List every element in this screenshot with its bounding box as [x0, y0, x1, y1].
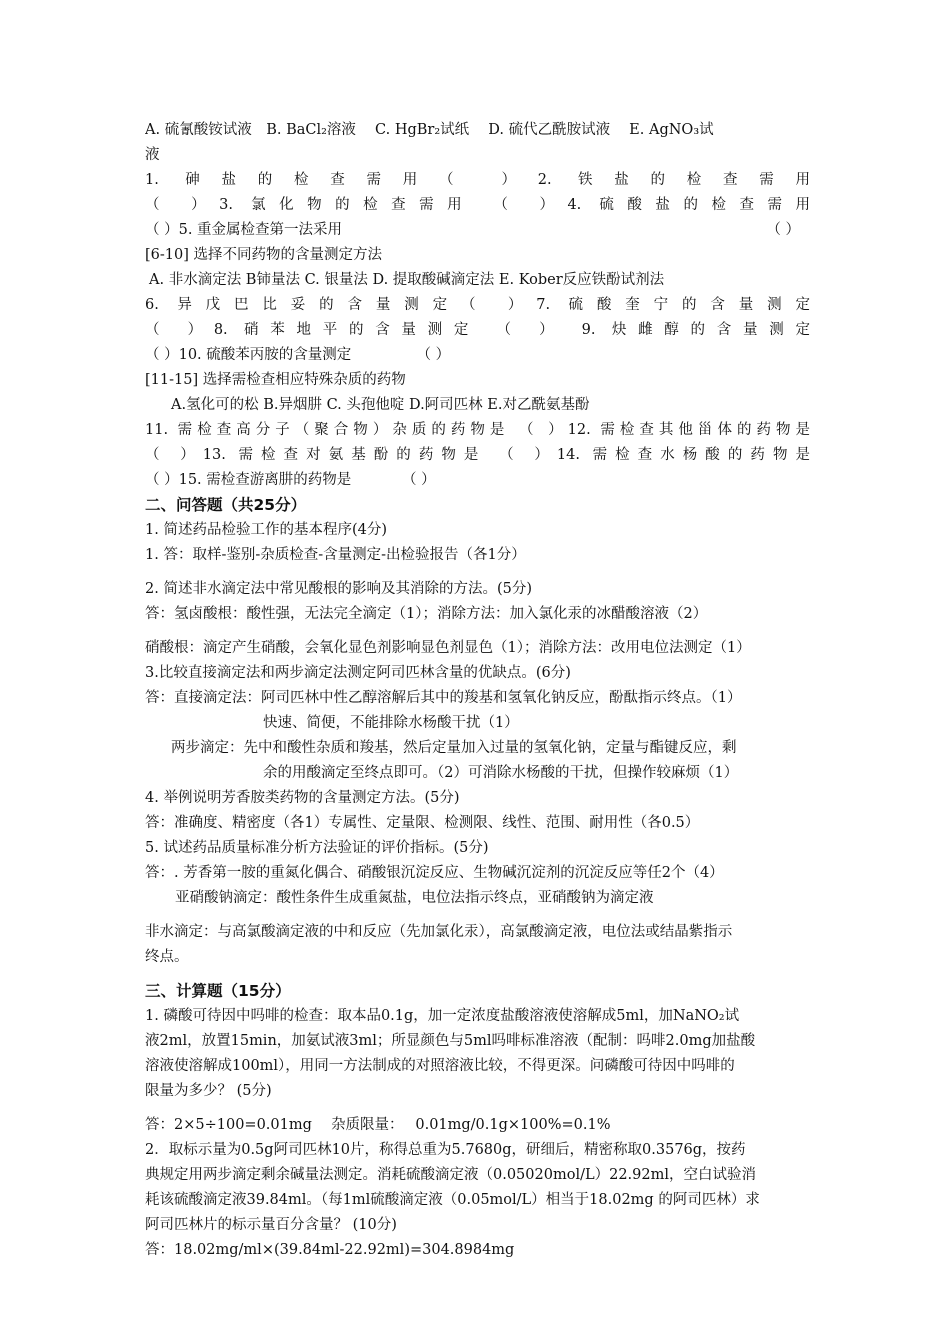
q1-5-line-3-paren: （ ）	[766, 222, 800, 238]
q1-5-line-1: 1. 砷盐的检查需用（ ）2. 铁盐的检查需用	[145, 172, 810, 188]
sec2-question-4: 4. 举例说明芳香胺类药物的含量测定方法。(5分)	[145, 790, 460, 806]
sec2-question-1: 1. 简述药品检验工作的基本程序(4分)	[145, 522, 387, 538]
sec3-answer-1: 答：2×5÷100=0.01mg 杂质限量： 0.01mg/0.1g×100%=0.1%	[145, 1117, 611, 1133]
q1-5-line-3	[145, 218, 810, 243]
sec2-answer-5-line-2: 亚硝酸钠滴定：酸性条件生成重氮盐，电位法指示终点，亚硝酸钠为滴定液	[175, 890, 654, 906]
sec3-question-1-line-1: 1. 磷酸可待因中吗啡的检查：取本品0.1g，加一定浓度盐酸溶液使溶解成5ml，加NaNO₂试	[145, 1008, 740, 1024]
q6-10-line-3: （ ）10. 硫酸苯丙胺的含量测定 （ ）	[145, 347, 451, 363]
sec3-question-2-line-3: 耗该硫酸滴定液39.84ml。（每1ml硫酸滴定液（0.05mol/L）相当于18.02mg 的阿司匹林）求	[145, 1192, 760, 1208]
sec3-question-1-line-2: 液2ml，放置15min，加氨试液3ml；所显颜色与5ml吗啡标准溶液（配制：吗啡2.0mg加盐酸	[145, 1033, 756, 1049]
sec3-question-2-line-2: 典规定用两步滴定剩余碱量法测定。消耗硫酸滴定液（0.05020mol/L）22.92ml，空白试验消	[145, 1167, 756, 1183]
q11-15-options: A.氢化可的松 B.异烟肼 C. 头孢他啶 D.阿司匹林 E.对乙酰氨基酚	[171, 397, 590, 413]
sec2-answer-2-line-2: 硝酸根：滴定产生硝酸，会氧化显色剂影响显色剂显色（1）；消除方法：改用电位法测定（1）	[145, 640, 751, 656]
sec2-answer-3-line-1: 答：直接滴定法：阿司匹林中性乙醇溶解后其中的羧基和氢氧化钠反应，酚酞指示终点。（1）	[145, 690, 742, 706]
sec2-answer-5-line-4: 终点。	[145, 949, 189, 965]
q6-10-line-1: 6. 异戊巴比妥的含量测定（ ）7. 硫酸奎宁的含量测定	[145, 297, 810, 313]
q6-10-options: A. 非水滴定法 B铈量法 C. 银量法 D. 提取酸碱滴定法 E. Kober反应铁酚试剂法	[149, 272, 665, 288]
sec2-answer-4: 答：准确度、精密度（各1）专属性、定量限、检测限、线性、范围、耐用性（各0.5）	[145, 815, 700, 831]
sec2-answer-5-line-1: 答：. 芳香第一胺的重氮化偶合、硝酸银沉淀反应、生物碱沉淀剂的沉淀反应等任2个（4）	[145, 865, 724, 881]
sec2-question-5: 5. 试述药品质量标准分析方法验证的评价指标。(5分)	[145, 840, 489, 856]
q11-15-line-3: （ ）15. 需检查游离肼的药物是 （ ）	[145, 472, 436, 488]
q1-5-options-cont: 液	[145, 147, 160, 163]
sec2-question-2: 2. 简述非水滴定法中常见酸根的影响及其消除的方法。(5分)	[145, 581, 532, 597]
sec3-question-2-line-4: 阿司匹林片的标示量百分含量？ (10分)	[145, 1217, 397, 1233]
q6-10-line-2: （ ）8. 硝苯地平的含量测定 （ ） 9. 炔雌醇的含量测定	[145, 322, 810, 338]
q11-15-header: [11-15] 选择需检查相应特殊杂质的药物	[145, 372, 406, 388]
sec2-question-3: 3.比较直接滴定法和两步滴定法测定阿司匹林含量的优缺点。(6分)	[145, 665, 571, 681]
sec3-answer-2: 答：18.02mg/ml×(39.84ml-22.92ml)=304.8984mg	[145, 1242, 515, 1258]
sec2-answer-5-line-3: 非水滴定：与高氯酸滴定液的中和反应（先加氯化汞），高氯酸滴定液，电位法或结晶紫指示	[145, 924, 733, 940]
q11-15-line-2: （ ）13. 需检查对氨基酚的药物是 （ ）14. 需检查水杨酸的药物是	[145, 447, 810, 463]
page-content	[145, 118, 810, 1263]
sec2-answer-3-line-2: 快速、简便，不能排除水杨酸干扰（1）	[263, 715, 519, 731]
sec2-answer-1: 1. 答：取样-鉴别-杂质检查-含量测定-出检验报告（各1分）	[145, 547, 526, 563]
section-2-title: 二、问答题（共25分）	[145, 496, 307, 514]
sec2-answer-3-line-4: 余的用酸滴定至终点即可。（2）可消除水杨酸的干扰，但操作较麻烦（1）	[263, 765, 739, 781]
q1-5-line-2: （ ）3. 氯化物的检查需用 （ ）4. 硫酸盐的检查需用	[145, 197, 810, 213]
sec3-question-2-line-1: 2．取标示量为0.5g阿司匹林10片，称得总重为5.7680g，研细后，精密称取0.3576g，按药	[145, 1142, 746, 1158]
q1-5-options: A. 硫氰酸铵试液 B. BaCl₂溶液 C. HgBr₂试纸 D. 硫代乙酰胺试液 E. AgNO₃试	[145, 122, 714, 138]
sec2-answer-2-line-1: 答：氢卤酸根：酸性强，无法完全滴定（1）；消除方法：加入氯化汞的冰醋酸溶液（2）	[145, 606, 708, 622]
q1-5-line-3-text: （ ）5. 重金属检查第一法采用	[145, 222, 343, 238]
sec2-answer-3-line-3: 两步滴定：先中和酸性杂质和羧基，然后定量加入过量的氢氧化钠，定量与酯键反应，剩	[171, 740, 737, 756]
section-3-title: 三、计算题（15分）	[145, 982, 291, 1000]
q6-10-header: [6-10] 选择不同药物的含量测定方法	[145, 247, 382, 263]
q11-15-line-1: 11. 需检查高分子（聚合物）杂质的药物是 （ ）12. 需检查其他甾体的药物是	[145, 422, 810, 438]
sec3-question-1-line-4: 限量为多少？ (5分)	[145, 1083, 272, 1099]
sec3-question-1-line-3: 溶液使溶解成100ml），用同一方法制成的对照溶液比较，不得更深。问磷酸可待因中吗啡的	[145, 1058, 735, 1074]
